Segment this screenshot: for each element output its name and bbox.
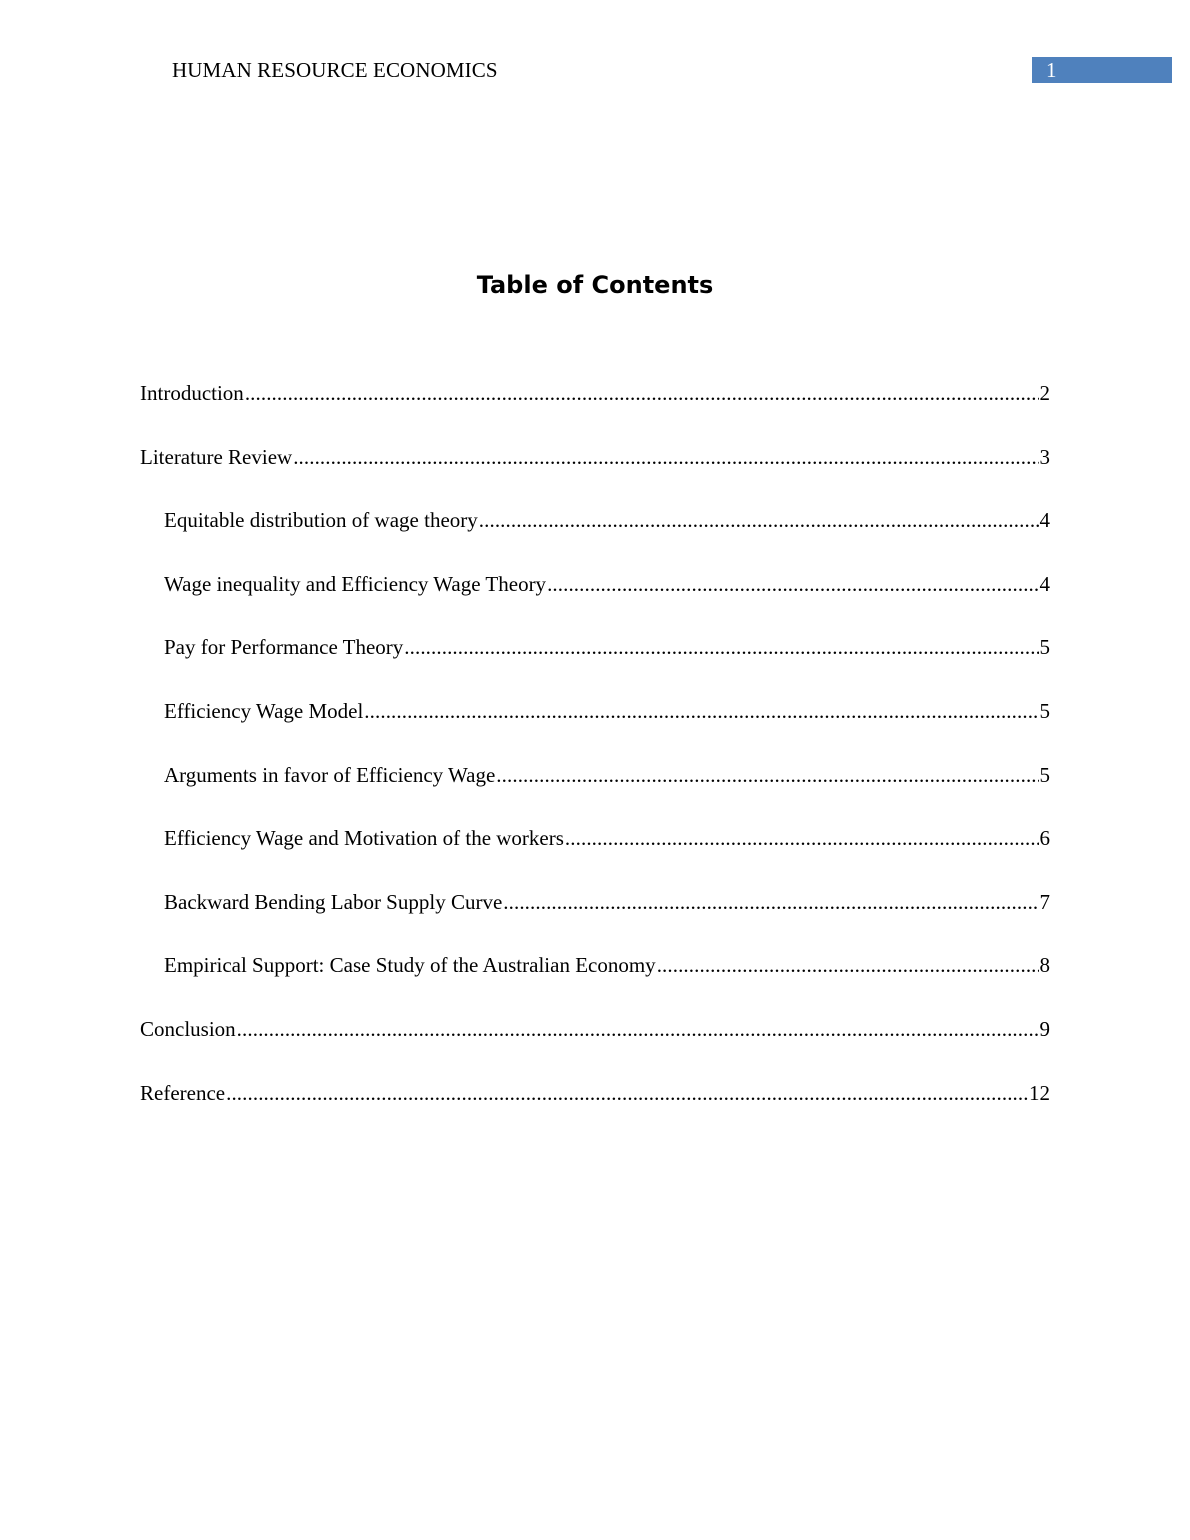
page-number-badge: 1 bbox=[1032, 57, 1172, 83]
toc-entry-page: 4 bbox=[1039, 571, 1050, 596]
dot-leader bbox=[479, 501, 1039, 539]
toc-entry-empirical-support[interactable] bbox=[140, 946, 1050, 1010]
toc-entry-label: Backward Bending Labor Supply Curve bbox=[164, 889, 503, 914]
toc-entry-label: Introduction bbox=[140, 381, 244, 405]
toc-entry-page: 5 bbox=[1039, 635, 1050, 660]
toc-entry-wage-inequality[interactable] bbox=[140, 565, 1050, 629]
toc-entry-page: 5 bbox=[1039, 698, 1050, 723]
toc-entry-page: 2 bbox=[1039, 381, 1050, 405]
toc-entry-conclusion[interactable] bbox=[140, 1010, 1050, 1074]
dot-leader bbox=[245, 374, 1039, 412]
toc-entry-label: Efficiency Wage Model bbox=[164, 698, 364, 723]
toc-entry-page: 7 bbox=[1039, 889, 1050, 914]
toc-entry-page: 5 bbox=[1039, 762, 1050, 787]
dot-leader bbox=[364, 692, 1038, 730]
toc-entry-label: Reference bbox=[140, 1080, 226, 1105]
dot-leader bbox=[503, 883, 1038, 921]
toc-entry-pay-for-performance[interactable] bbox=[140, 628, 1050, 692]
toc-entry-label: Conclusion bbox=[140, 1016, 236, 1041]
toc-entry-page: 3 bbox=[1039, 444, 1050, 469]
dot-leader bbox=[565, 819, 1039, 857]
toc-entry-label: Empirical Support: Case Study of the Australian Economy bbox=[164, 953, 656, 978]
toc-entry-label: Pay for Performance Theory bbox=[164, 635, 404, 660]
toc-entry-arguments-efficiency-wage[interactable] bbox=[140, 756, 1050, 820]
dot-leader bbox=[657, 946, 1039, 984]
toc-entry-literature-review[interactable] bbox=[140, 438, 1050, 502]
dot-leader bbox=[293, 438, 1038, 476]
toc-entry-page: 8 bbox=[1039, 953, 1050, 978]
toc-entry-label: Literature Review bbox=[140, 444, 293, 469]
toc-entry-page: 6 bbox=[1039, 826, 1050, 851]
toc-entry-backward-bending[interactable] bbox=[140, 883, 1050, 947]
toc-entry-equitable-distribution[interactable] bbox=[140, 501, 1050, 565]
toc-entry-introduction[interactable] bbox=[140, 374, 1050, 438]
dot-leader bbox=[547, 565, 1038, 603]
dot-leader bbox=[226, 1074, 1028, 1112]
dot-leader bbox=[404, 628, 1038, 666]
toc-entry-efficiency-wage-model[interactable] bbox=[140, 692, 1050, 756]
toc-entry-label: Arguments in favor of Efficiency Wage bbox=[164, 762, 496, 787]
toc-entry-label: Efficiency Wage and Motivation of the workers bbox=[164, 826, 564, 851]
running-header-title: HUMAN RESOURCE ECONOMICS bbox=[172, 58, 498, 82]
table-of-contents bbox=[140, 374, 1050, 1137]
toc-heading: Table of Contents bbox=[476, 271, 714, 299]
toc-entry-page: 12 bbox=[1029, 1080, 1050, 1105]
toc-entry-efficiency-wage-motivation[interactable] bbox=[140, 819, 1050, 883]
toc-entry-page: 4 bbox=[1039, 508, 1050, 533]
toc-entry-label: Wage inequality and Efficiency Wage Theory bbox=[164, 571, 547, 596]
dot-leader bbox=[237, 1010, 1039, 1048]
toc-entry-reference[interactable] bbox=[140, 1074, 1050, 1138]
toc-entry-page: 9 bbox=[1039, 1016, 1050, 1041]
dot-leader bbox=[496, 756, 1038, 794]
toc-entry-label: Equitable distribution of wage theory bbox=[164, 508, 478, 533]
